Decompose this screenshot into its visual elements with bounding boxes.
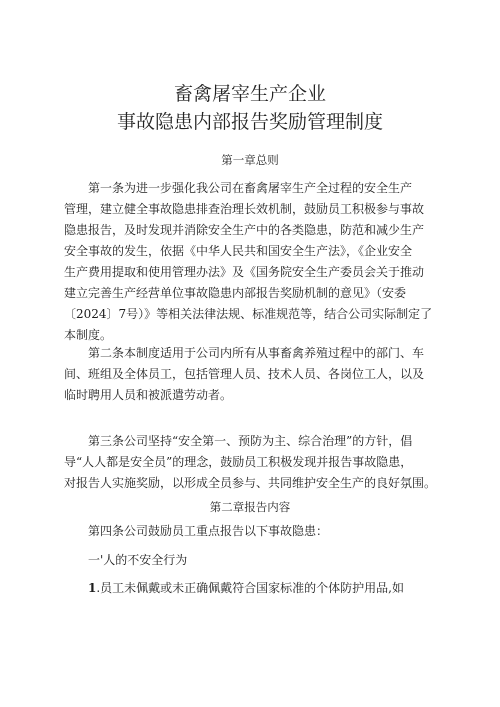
article1-line: 本制度。 [64,328,113,342]
chapter2-heading: 第二章报告内容 [209,500,291,514]
article2-line: 第二条本制度适用于公司内所有从事畜禽养殖过程中的部门、车 [88,346,425,360]
article2-line: 间、班组及全体员工，包括管理人员、技术人员、各岗位工人，以及 [64,367,425,381]
article1-line: 第一条为进一步强化我公司在畜禽屠宰生产全过程的安全生产 [88,181,413,195]
item1-line [64,578,464,599]
article1-line: 隐患报告，及时发现并消除安全生产中的各类隐患，防范和减少生产 [64,223,425,237]
article1-line: 生产费用提取和使用管理办法》及《国务院安全生产委员会关于推动 [64,265,425,279]
article4-line: 第四条公司鼓励员工重点报告以下事故隐患： [88,524,329,538]
article3-line: 第三条公司坚持“安全第一、预防为主、综合治理”的方针，倡 [88,434,413,448]
item1-number: 1 [88,581,97,595]
section1-line: 一'人的不安全行为 [88,553,188,567]
chapter1-heading: 第一章总则 [221,153,279,167]
article1-line: 建立完善生产经营单位事故隐患内部报告奖励机制的意见》（安委 [64,286,407,300]
article3-line: 对报告人实施奖励，以形成全员参与、共同维护安全生产的良好氛围。 [64,476,437,490]
article2-paragraph [64,343,464,406]
article1-paragraph [64,178,464,346]
document-title-line2: 事故隐患内部报告奖励管理制度 [116,111,383,133]
section1-heading [64,550,464,571]
article1-line: 管理，建立健全事故隐患排查治理长效机制，鼓励员工积极参与事故 [64,202,425,216]
article1-line: 安全事故的发生，依据《中华人民共和国安全生产法》，《企业安全 [64,244,413,258]
article2-line: 临时聘用人员和被派遣劳动者。 [64,388,233,402]
item1-text: .员工未佩戴或未正确佩戴符合国家标准的个体防护用品,如 [96,581,404,595]
article3-line: 导“人人都是安全员”的理念，鼓励员工积极发现并报告事故隐患， [64,455,413,469]
document-title-line1: 畜禽屠宰生产企业 [173,83,326,105]
article1-line: 〔2024〕7号）》等相关法律法规、标准规范等，结合公司实际制定了 [64,307,433,321]
article4-paragraph [64,521,464,542]
item1-paragraph [64,578,464,599]
article3-paragraph [64,431,464,494]
